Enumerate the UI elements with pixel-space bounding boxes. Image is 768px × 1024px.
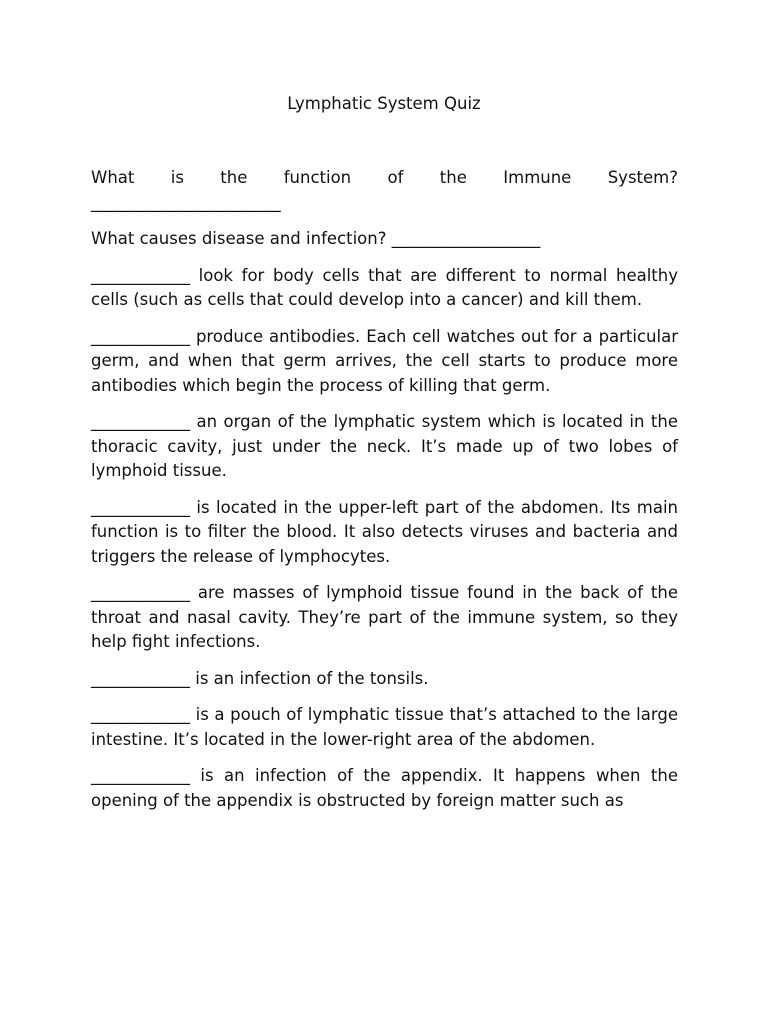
page-title: Lymphatic System Quiz: [287, 94, 481, 113]
answer-blank-immune-function: _______________________: [91, 192, 281, 212]
question-appendix: ____________ is a pouch of lymphatic tissue that’s attached to the large intestine. It’s located in the lower-right area of the abdomen.: [91, 705, 678, 749]
quiz-body: [91, 166, 678, 825]
question-appendicitis: ____________ is an infection of the appendix. It happens when the opening of the appendix is obstructed by foreign matter such as: [91, 766, 678, 810]
question-immune-function: What is the function of the Immune System?: [91, 168, 678, 187]
question-spleen: ____________ is located in the upper-left part of the abdomen. Its main function is to filter the blood. It also detects viruses and bacteria and triggers the release of lymphocytes.: [91, 497, 678, 566]
question-antibody-cells: ____________ produce antibodies. Each cell watches out for a particular germ, and when that germ arrives, the cell starts to produce more antibodies which begin the process of killing that germ.: [91, 326, 678, 395]
question-killer-cells: ____________ look for body cells that are different to normal healthy cells (such as cells that could develop into a cancer) and kill them.: [91, 265, 678, 309]
question-tonsillitis: ____________ is an infection of the tonsils.: [91, 668, 429, 688]
question-tonsils: ____________ are masses of lymphoid tissue found in the back of the throat and nasal cavity. They’re part of the immune system, so they help fight infections.: [91, 583, 678, 651]
question-disease-cause: What causes disease and infection? __________________: [91, 229, 541, 248]
question-thymus: ____________ an organ of the lymphatic system which is located in the thoracic cavity, just under the neck. It’s made up of two lobes of lymphoid tissue.: [91, 412, 678, 480]
